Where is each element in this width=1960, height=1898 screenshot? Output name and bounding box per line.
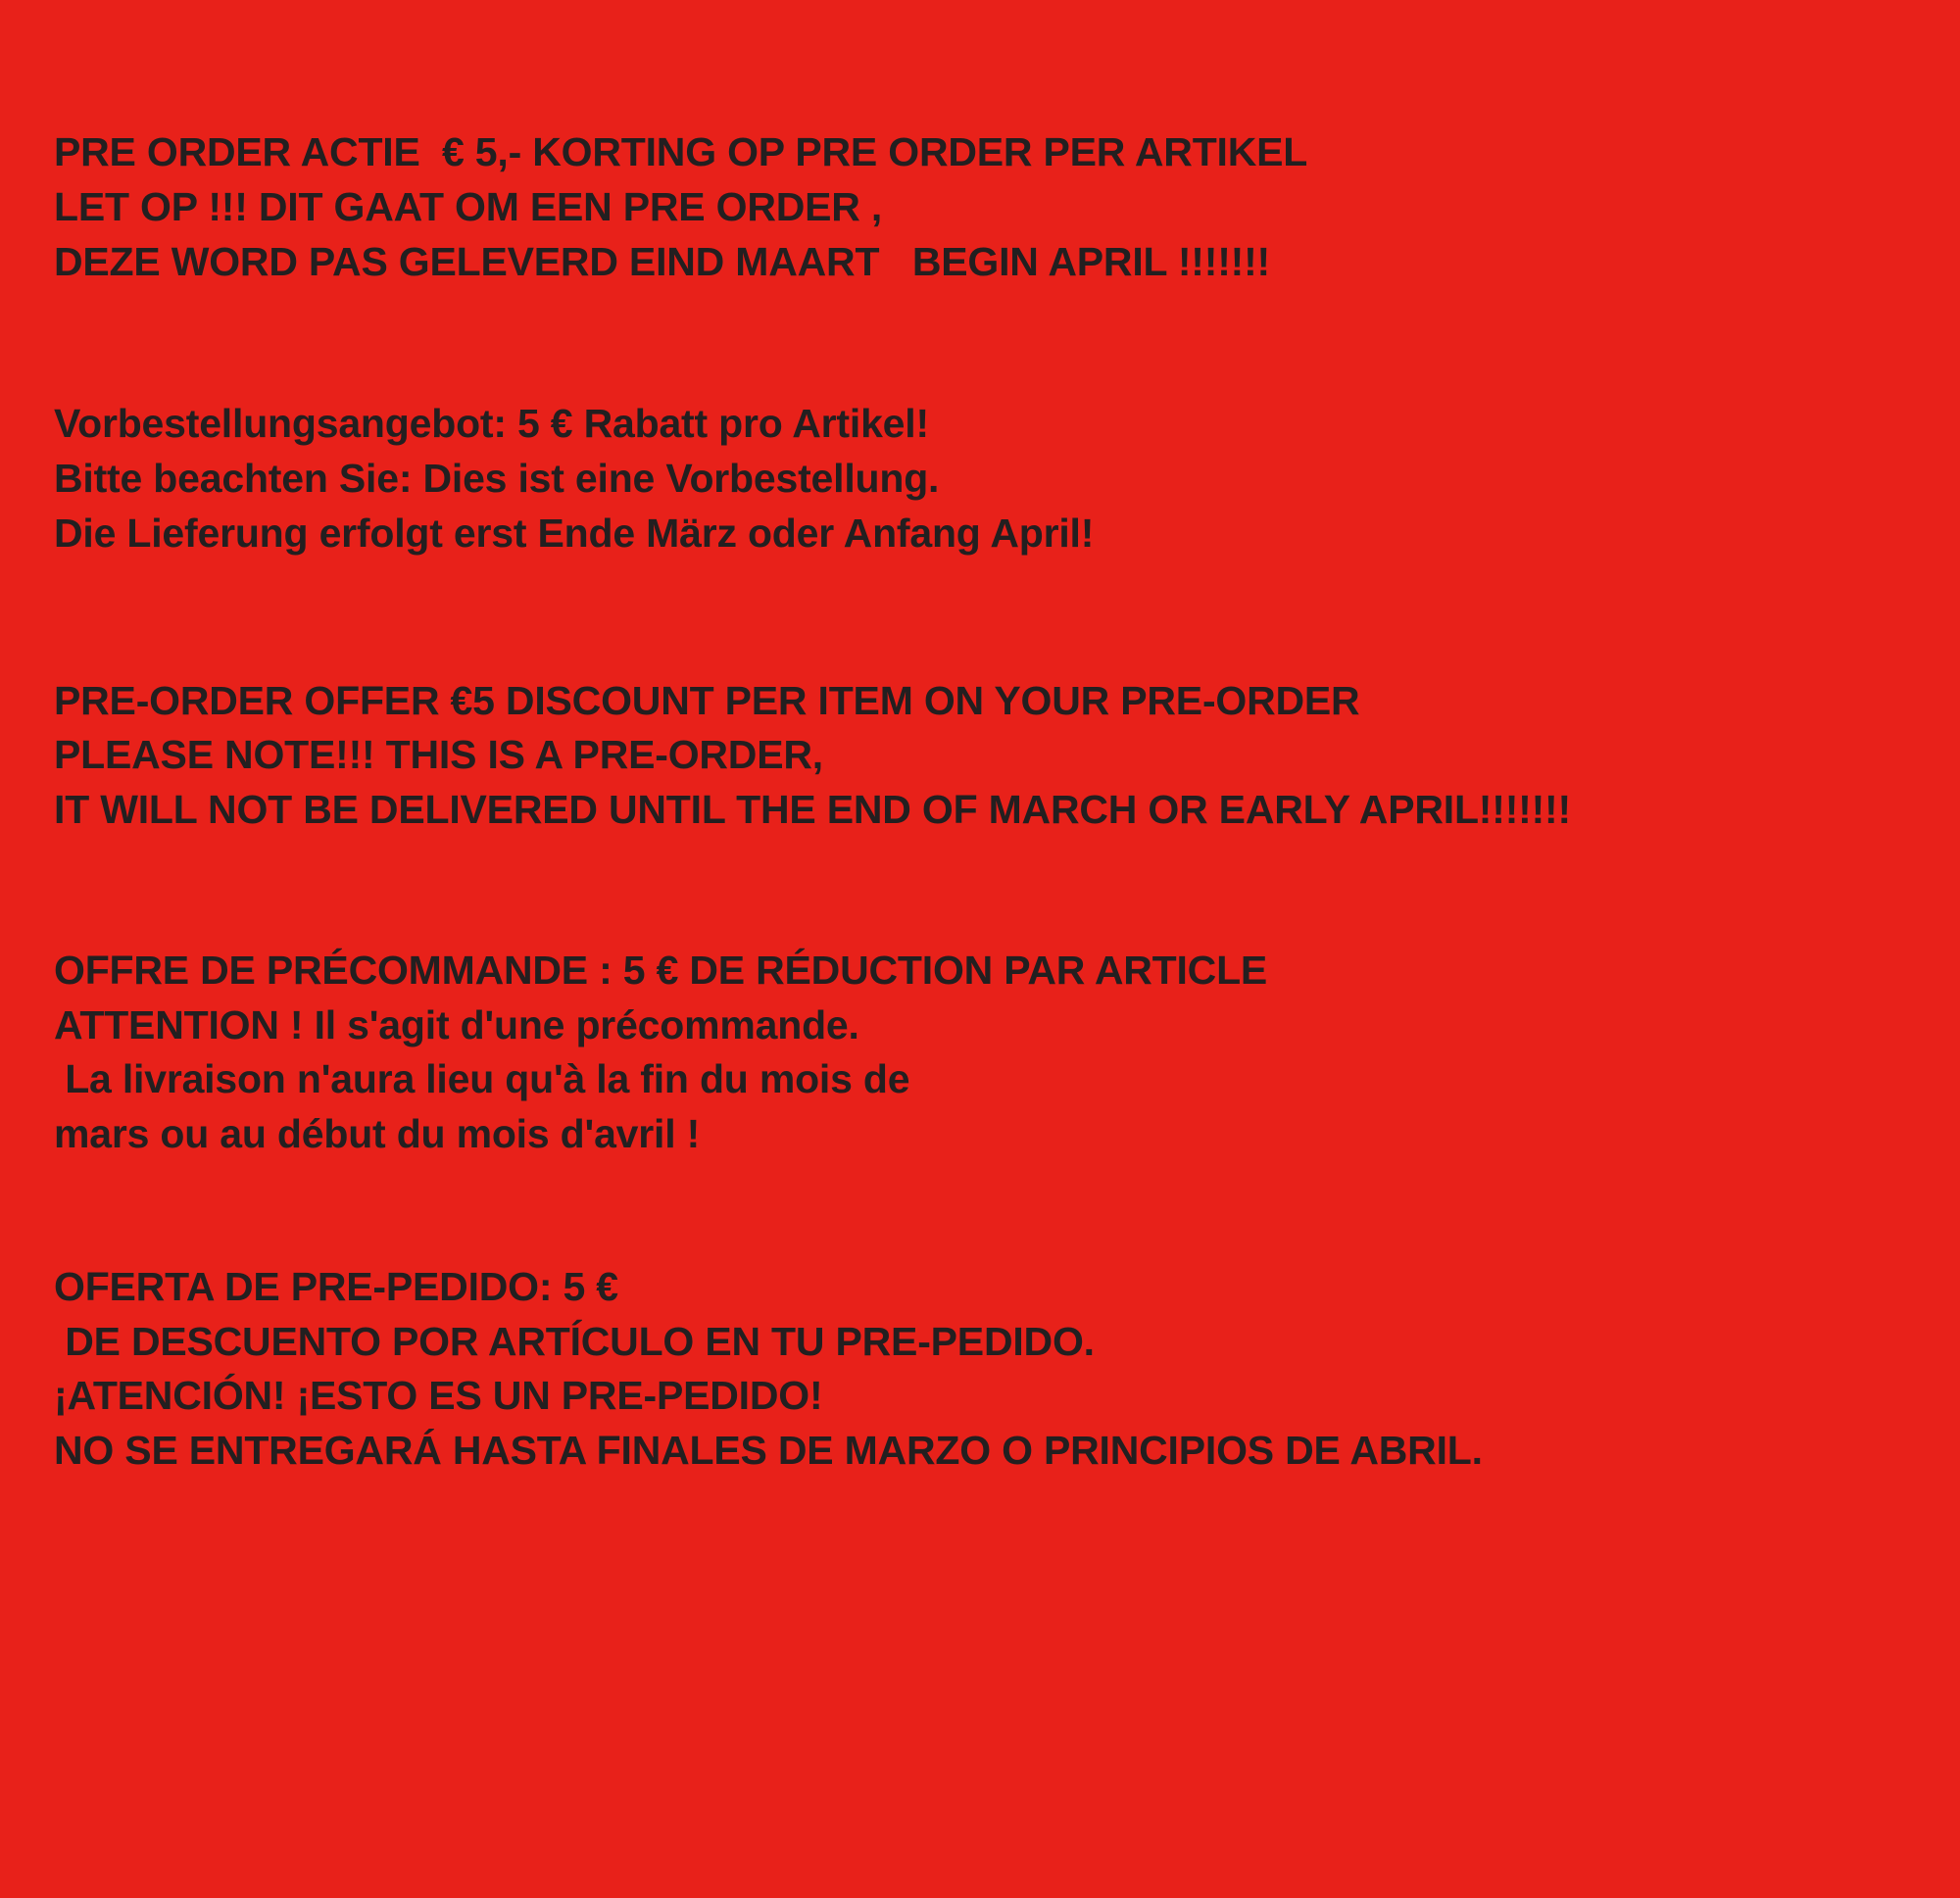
promo-line: La livraison n'aura lieu qu'à la fin du mois de xyxy=(54,1056,910,1102)
promo-line: Vorbestellungsangebot: 5 € Rabatt pro Artikel! xyxy=(54,401,929,447)
promo-block-french xyxy=(54,944,1901,1162)
promo-line: Bitte beachten Sie: Dies ist eine Vorbestellung. xyxy=(54,456,940,501)
promo-line: PLEASE NOTE!!! THIS IS A PRE-ORDER, xyxy=(54,732,823,778)
promo-line: ¡ATENCIÓN! ¡ESTO ES UN PRE-PEDIDO! xyxy=(54,1373,823,1419)
promo-block-dutch xyxy=(54,125,1901,289)
promo-line: PRE ORDER ACTIE € 5,- KORTING OP PRE ORDER PER ARTIKEL xyxy=(54,129,1308,174)
promo-line: PRE-ORDER OFFER €5 DISCOUNT PER ITEM ON YOUR PRE-ORDER xyxy=(54,677,1360,723)
promo-line: LET OP !!! DIT GAAT OM EEN PRE ORDER , xyxy=(54,183,883,229)
promo-block-german xyxy=(54,397,1901,560)
promo-line: Die Lieferung erfolgt erst Ende März oder Anfang April! xyxy=(54,510,1095,556)
promo-line: OFERTA DE PRE-PEDIDO: 5 € xyxy=(54,1263,618,1309)
promo-line: DEZE WORD PAS GELEVERD EIND MAART BEGIN APRIL !!!!!!! xyxy=(54,238,1271,284)
promo-line: OFFRE DE PRÉCOMMANDE : 5 € DE RÉDUCTION PAR ARTICLE xyxy=(54,947,1268,993)
promo-line: mars ou au début du mois d'avril ! xyxy=(54,1111,701,1156)
promo-line: NO SE ENTREGARÁ HASTA FINALES DE MARZO O PRINCIPIOS DE ABRIL. xyxy=(54,1428,1483,1473)
promo-block-spanish xyxy=(54,1260,1901,1479)
promo-block-english xyxy=(54,674,1901,838)
promo-line: ATTENTION ! Il s'agit d'une précommande. xyxy=(54,1001,859,1047)
promo-line: IT WILL NOT BE DELIVERED UNTIL THE END OF MARCH OR EARLY APRIL!!!!!!! xyxy=(54,787,1571,832)
promo-line: DE DESCUENTO POR ARTÍCULO EN TU PRE-PEDIDO. xyxy=(54,1318,1095,1364)
